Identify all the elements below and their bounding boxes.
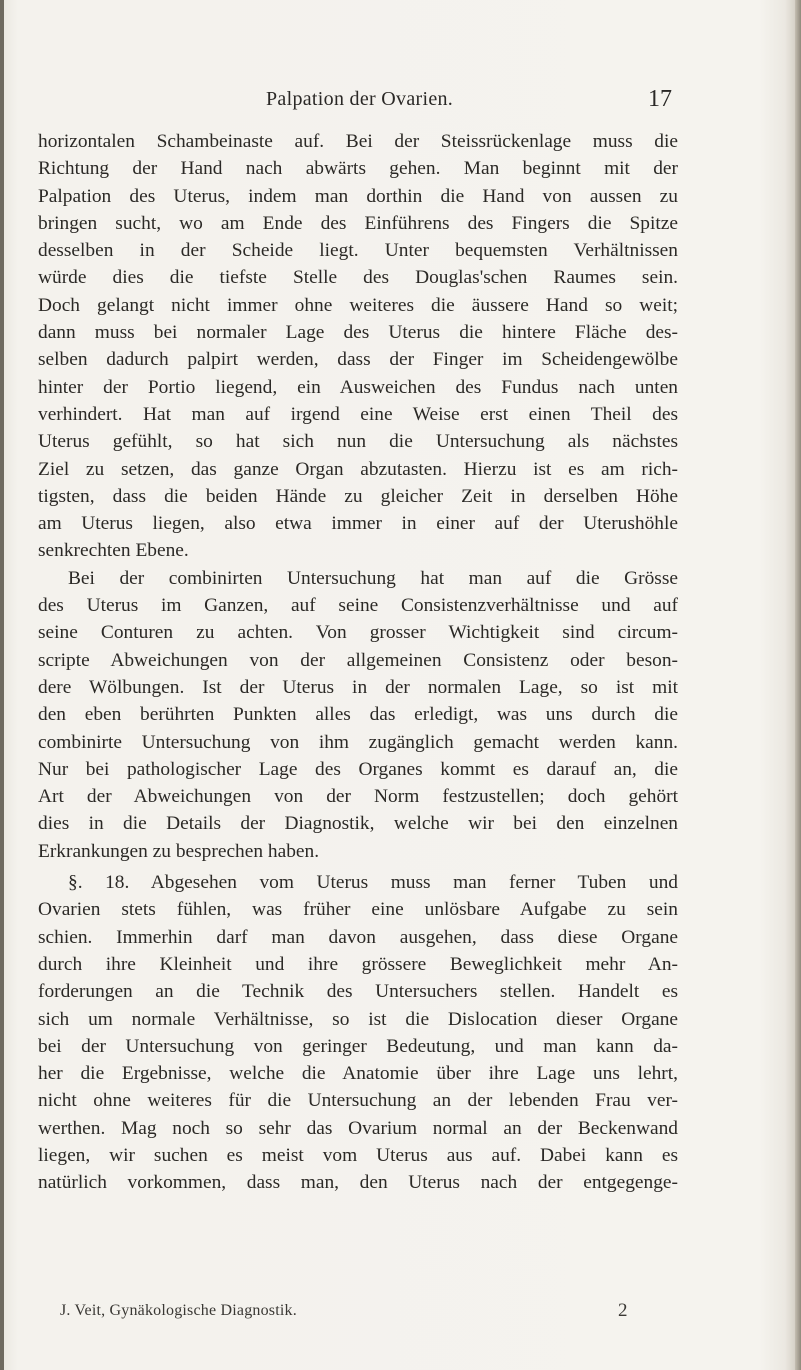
text-line: Uterus gefühlt, so hat sich nun die Untersuchung als nächstes (38, 431, 678, 453)
text-line: bringen sucht, wo am Ende des Einführens des Fingers die Spitze (38, 212, 678, 234)
sheet-signature: J. Veit, Gynäkologische Diagnostik. (60, 1302, 297, 1319)
text-line: selben dadurch palpirt werden, dass der Finger im Scheidengewölbe (38, 349, 678, 371)
text-line: schien. Immerhin darf man davon ausgehen, dass diese Organe (38, 926, 678, 948)
text-line: seine Conturen zu achten. Von grosser Wichtigkeit sind circum- (38, 622, 678, 644)
text-line: her die Ergebnisse, welche die Anatomie über ihre Lage uns lehrt, (38, 1063, 678, 1085)
text-line: Art der Abweichungen von der Norm festzustellen; doch gehört (38, 786, 678, 808)
page-footer (60, 1302, 660, 1326)
section-18-first-line: §. 18. Abgesehen vom Uterus muss man ferner Tuben und (68, 872, 678, 894)
text-line: den eben berührten Punkten alles das erledigt, was uns durch die (38, 704, 678, 726)
text-line: würde dies die tiefste Stelle des Douglas'schen Raumes sein. (38, 267, 678, 289)
text-line: desselben in der Scheide liegt. Unter bequemsten Verhältnissen (38, 240, 678, 262)
text-line: sich um normale Verhältnisse, so ist die Dislocation dieser Organe (38, 1008, 678, 1030)
text-line: am Uterus liegen, also etwa immer in einer auf der Uterushöhle (38, 513, 678, 535)
text-line: hinter der Portio liegend, ein Ausweichen des Fundus nach unten (38, 376, 678, 398)
page-binding-edge (0, 0, 4, 1370)
body-text (38, 128, 678, 1197)
text-line-paragraph-start: Bei der combinirten Untersuchung hat man auf die Grösse (68, 567, 678, 589)
text-line: Ziel zu setzen, das ganze Organ abzutasten. Hierzu ist es am rich- (38, 458, 678, 480)
text-line: Doch gelangt nicht immer ohne weiteres die äussere Hand so weit; (38, 294, 678, 316)
text-line: horizontalen Schambeinaste auf. Bei der Steissrückenlage muss die (38, 131, 678, 152)
page-outer-edge (795, 0, 801, 1370)
text-line: nicht ohne weiteres für die Untersuchung an der lebenden Frau ver- (38, 1090, 678, 1112)
text-line: scripte Abweichungen von der allgemeinen Consistenz oder beson- (38, 649, 678, 671)
page-number: 17 (648, 86, 672, 112)
text-line: dann muss bei normaler Lage des Uterus die hintere Fläche des- (38, 322, 678, 344)
sheet-number: 2 (618, 1300, 628, 1321)
text-line: dere Wölbungen. Ist der Uterus in der normalen Lage, so ist mit (38, 676, 678, 698)
text-line: Richtung der Hand nach abwärts gehen. Man beginnt mit der (38, 158, 678, 180)
text-line: werthen. Mag noch so sehr das Ovarium normal an der Beckenwand (38, 1117, 678, 1139)
text-line: bei der Untersuchung von geringer Bedeutung, und man kann da- (38, 1035, 678, 1057)
text-line: tigsten, dass die beiden Hände zu gleicher Zeit in derselben Höhe (38, 485, 678, 507)
running-head-title: Palpation der Ovarien. (266, 88, 454, 110)
text-line-paragraph-end: Erkrankungen zu besprechen haben. (38, 840, 320, 862)
text-line: forderungen an die Technik des Untersuchers stellen. Handelt es (38, 981, 678, 1003)
text-line: des Uterus im Ganzen, auf seine Consistenzverhältnisse und auf (38, 595, 678, 617)
text-line: Ovarien stets fühlen, was früher eine unlösbare Aufgabe zu sein (38, 899, 678, 921)
running-head (0, 88, 801, 118)
text-line: Palpation des Uterus, indem man dorthin die Hand von aussen zu (38, 185, 678, 207)
text-line: combinirte Untersuchung von ihm zugänglich gemacht werden kann. (38, 731, 678, 753)
text-line: durch ihre Kleinheit und ihre grössere Beweglichkeit mehr An- (38, 953, 678, 975)
text-line: natürlich vorkommen, dass man, den Uterus nach der entgegenge- (38, 1172, 678, 1194)
text-line: dies in die Details der Diagnostik, welche wir bei den einzelnen (38, 813, 678, 835)
text-line-paragraph-end: senkrechten Ebene. (38, 540, 189, 562)
text-line: Nur bei pathologischer Lage des Organes kommt es darauf an, die (38, 758, 678, 780)
text-line: verhindert. Hat man auf irgend eine Weise erst einen Theil des (38, 403, 678, 425)
text-line: liegen, wir suchen es meist vom Uterus aus auf. Dabei kann es (38, 1144, 678, 1166)
